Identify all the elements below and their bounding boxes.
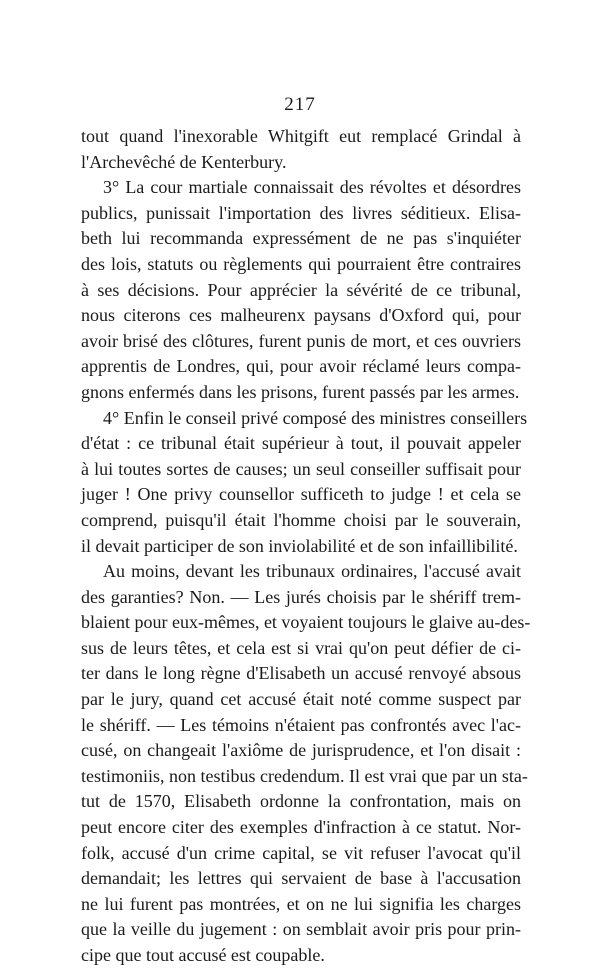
text-line: à ses décisions. Pour apprécier la sévérité de ce tribunal, (81, 279, 521, 300)
text-line: comprend, puisqu'il était l'homme choisi par le souverain, (81, 509, 521, 530)
text-line: sus de leurs têtes, et cela est si vrai qu'on peut défier de ci- (81, 637, 521, 658)
text-line: par le jury, quand cet accusé était noté comme suspect par (81, 689, 521, 710)
text-line: tut de 1570, Elisabeth ordonne la confrontation, mais on (81, 791, 521, 812)
text-line: nous citerons ces malheurenx paysans d'Oxford qui, pour (81, 305, 521, 326)
text-line: beth lui recommanda expressément de ne pas s'inquiéter (81, 228, 521, 249)
text-line: ne lui furent pas montrées, et on ne lui signifia les charges (81, 893, 521, 914)
text-line: 3° La cour martiale connaissait des révoltes et désordres (103, 177, 521, 198)
text-line: 4° Enfin le conseil privé composé des ministres conseillers (103, 407, 528, 428)
text-line: juger ! One privy counsellor sufficeth to judge ! et cela se (81, 484, 521, 505)
text-line: folk, accusé d'un crime capital, se vit refuser l'avocat qu'il (81, 842, 521, 863)
text-line: il devait participer de son inviolabilité et de son infaillibilité. (81, 535, 518, 556)
text-line: le shériff. — Les témoins n'étaient pas confrontés avec l'ac- (81, 714, 521, 735)
text-line: des garanties? Non. — Les jurés choisis par le shériff trem- (81, 586, 521, 607)
text-line: apprentis de Londres, qui, pour avoir réclamé leurs compa- (81, 356, 521, 377)
body-text (81, 124, 531, 969)
text-line: blaient pour eux-mêmes, et voyaient toujours le glaive au-des- (81, 612, 531, 633)
text-line: ter dans le long règne d'Elisabeth un accusé renvoyé absous (81, 663, 521, 684)
text-line: l'Archevêché de Kenterbury. (81, 151, 287, 172)
text-line: publics, punissait l'importation des livres séditieux. Elisa- (81, 202, 521, 223)
text-line: peut encore citer des exemples d'infraction à ce statut. Nor- (81, 817, 521, 838)
text-line: gnons enfermés dans les prisons, furent passés par les armes. (81, 381, 520, 402)
text-line: cipe que tout accusé est coupable. (81, 945, 325, 965)
text-line: Au moins, devant les tribunaux ordinaires, l'accusé avait (103, 561, 521, 582)
text-line: cusé, on changeait l'axiôme de jurisprudence, et l'on disait : (81, 740, 521, 761)
text-line: avoir brisé des clôtures, furent punis de mort, et ces ouvriers (81, 330, 521, 351)
text-line: des lois, statuts ou règlements qui pourraient être contraires (81, 253, 521, 274)
page-number: 217 (284, 94, 316, 115)
text-line: testimoniis, non testibus credendum. Il est vrai que par un sta- (81, 765, 528, 786)
text-line: à lui toutes sortes de causes; un seul conseiller suffisait pour (81, 458, 521, 479)
text-line: demandait; les lettres qui servaient de base à l'accusation (81, 868, 521, 889)
text-line: tout quand l'inexorable Whitgift eut remplacé Grindal à (81, 126, 521, 146)
text-line: que la veille du jugement : on semblait avoir pris pour prin- (81, 919, 521, 940)
text-line: d'état : ce tribunal était supérieur à tout, il pouvait appeler (81, 433, 521, 454)
